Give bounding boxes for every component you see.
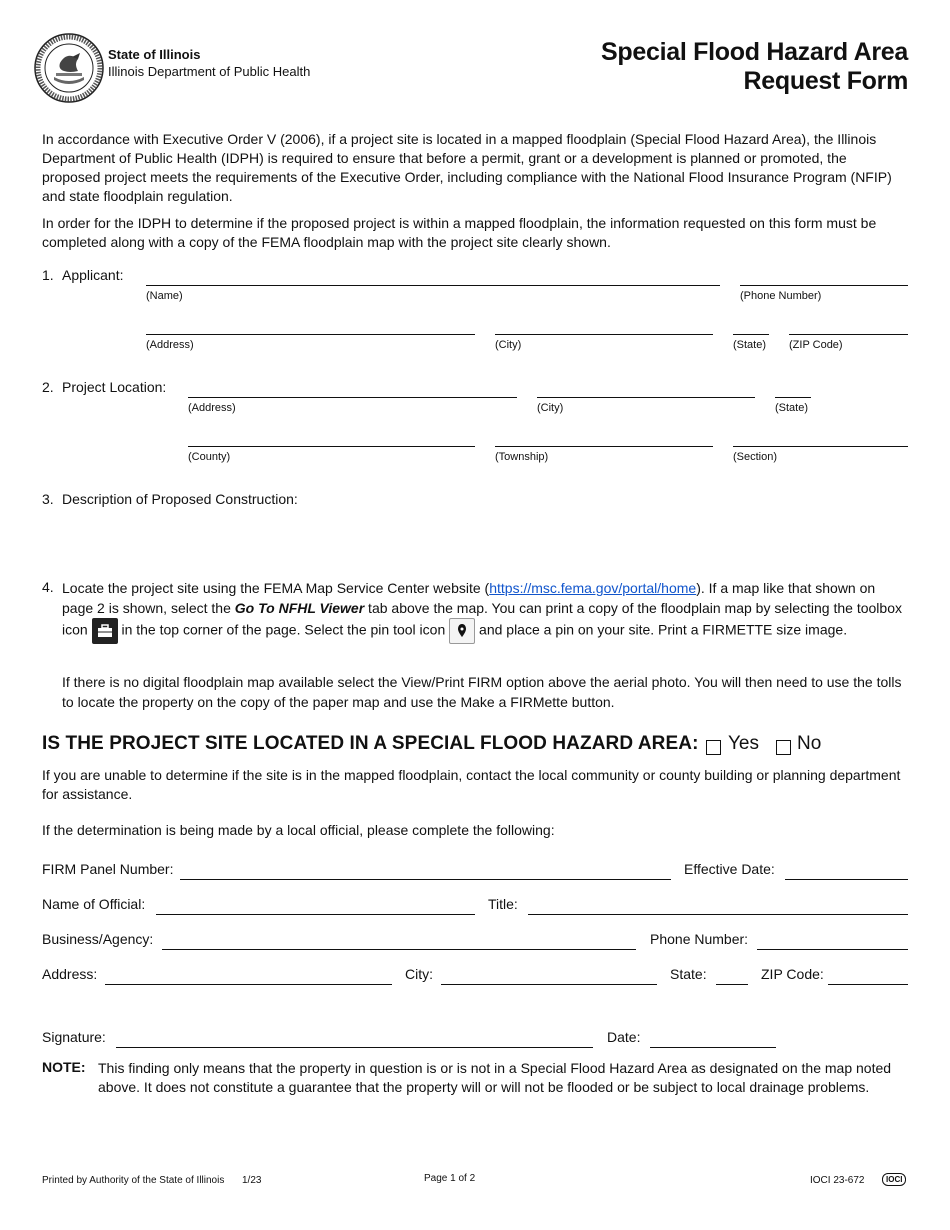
section2-number: 2. <box>42 379 54 395</box>
official-name-field[interactable] <box>156 914 475 915</box>
agency-state-name: State of Illinois <box>108 47 201 62</box>
effective-date-label: Effective Date: <box>684 861 775 877</box>
official-name-label: Name of Official: <box>42 896 146 912</box>
project-state-caption: (State) <box>775 402 809 414</box>
no-label: No <box>797 733 822 754</box>
applicant-state-field[interactable] <box>733 334 769 335</box>
footer-form-id: IOCI 23-672 <box>810 1175 865 1186</box>
official-title-field[interactable] <box>528 914 908 915</box>
official-city-label: City: <box>405 966 433 982</box>
applicant-zip-field[interactable] <box>789 334 908 335</box>
section1-label: Applicant: <box>62 267 124 283</box>
project-city-field[interactable] <box>537 397 755 398</box>
help-paragraph-1: If you are unable to determine if the site is in the mapped floodplain, contact the local community or county building or planning department for assistance. <box>42 767 901 802</box>
toolbox-icon <box>92 618 118 644</box>
business-label: Business/Agency: <box>42 931 154 947</box>
note-heading: NOTE: <box>42 1059 86 1075</box>
note-body: This finding only means that the property in question is or is not in a Special Flood Hazard Area as designated on the map noted above. It does not constitute a guarantee that the property will or will not be flooded or be subject to local drainage problems. <box>98 1060 892 1095</box>
project-address-field[interactable] <box>188 397 517 398</box>
project-county-caption: (County) <box>188 451 231 463</box>
applicant-name-caption: (Name) <box>146 290 183 302</box>
pin-tool-icon <box>449 618 475 644</box>
official-phone-field[interactable] <box>757 949 908 950</box>
ioci-logo: IOCI <box>882 1173 906 1186</box>
official-state-field[interactable] <box>716 984 748 985</box>
sfha-question: IS THE PROJECT SITE LOCATED IN A SPECIAL FLOOD HAZARD AREA: <box>42 733 699 754</box>
project-address-caption: (Address) <box>188 402 236 414</box>
project-state-field[interactable] <box>775 397 811 398</box>
intro-paragraph-2: In order for the IDPH to determine if the proposed project is within a mapped floodplain, the information requested on this form must be completed along with a copy of the FEMA floodplain map with the project site clearly shown. <box>42 215 877 250</box>
official-zip-field[interactable] <box>828 984 908 985</box>
fema-msc-link[interactable]: https://msc.fema.gov/portal/home <box>489 580 697 596</box>
form-title-line2: Request Form <box>743 67 908 95</box>
official-city-field[interactable] <box>441 984 657 985</box>
section4-paragraph-2: If there is no digital floodplain map available select the View/Print FIRM option above the aerial photo. You will then need to use the tolls to locate the property on the copy of the paper map and use the Make a FIRMette button. <box>62 674 902 710</box>
form-title-line1: Special Flood Hazard Area <box>601 38 908 66</box>
official-address-label: Address: <box>42 966 98 982</box>
form-title <box>601 38 908 96</box>
section4-instructions <box>62 578 908 644</box>
official-phone-label: Phone Number: <box>650 931 749 947</box>
section1-number: 1. <box>42 267 54 283</box>
effective-date-field[interactable] <box>785 879 908 880</box>
section4-number: 4. <box>42 579 54 595</box>
section4-text-a: Locate the project site using the FEMA Map Service Center website ( <box>62 580 490 596</box>
project-city-caption: (City) <box>537 402 564 414</box>
applicant-address-field[interactable] <box>146 334 475 335</box>
nfhl-viewer-emphasis: Go To NFHL Viewer <box>234 600 365 616</box>
applicant-state-caption: (State) <box>733 339 767 351</box>
help-paragraph-2: If the determination is being made by a local official, please complete the following: <box>42 822 555 838</box>
section4-text-e: and place a pin on your site. Print a FIRMETTE size image. <box>475 621 848 638</box>
state-seal-logo <box>34 33 104 103</box>
section4-text-b: ). If a map like that shown on page 2 is shown, select the <box>62 580 876 616</box>
applicant-phone-caption: (Phone Number) <box>740 290 822 302</box>
agency-department-name: Illinois Department of Public Health <box>108 64 311 79</box>
official-title-label: Title: <box>488 896 518 912</box>
footer-date-code: 1/23 <box>242 1175 262 1186</box>
intro-paragraph-1: In accordance with Executive Order V (2006), if a project site is located in a mapped floodplain (Special Flood Hazard Area), the Illinois Department of Public Health (IDPH) is required to ensure that before a permit, grant or a development is planned or promoted, the proposed project meets the requirements of the Executive Order, including compliance with the National Flood Insurance Program (NFIP) and state floodplain regulation. <box>42 131 892 204</box>
official-zip-label: ZIP Code: <box>761 966 824 982</box>
project-township-field[interactable] <box>495 446 713 447</box>
project-section-field[interactable] <box>733 446 908 447</box>
project-section-caption: (Section) <box>733 451 778 463</box>
applicant-phone-field[interactable] <box>740 285 908 286</box>
firm-panel-field[interactable] <box>180 879 671 880</box>
applicant-name-field[interactable] <box>146 285 720 286</box>
section4-text-c: tab above the map. You can print a copy of the floodplain map by selecting the toolbox icon <box>62 600 902 638</box>
applicant-address-caption: (Address) <box>146 339 194 351</box>
project-township-caption: (Township) <box>495 451 549 463</box>
official-state-label: State: <box>670 966 707 982</box>
business-field[interactable] <box>162 949 636 950</box>
footer-page-number: Page 1 of 2 <box>424 1173 476 1184</box>
no-checkbox[interactable] <box>776 740 791 755</box>
applicant-city-caption: (City) <box>495 339 522 351</box>
firm-panel-label: FIRM Panel Number: <box>42 861 174 877</box>
section3-number: 3. <box>42 491 54 507</box>
applicant-city-field[interactable] <box>495 334 713 335</box>
section3-label: Description of Proposed Construction: <box>62 491 298 507</box>
signature-date-field[interactable] <box>650 1047 776 1048</box>
yes-checkbox[interactable] <box>706 740 721 755</box>
section2-label: Project Location: <box>62 379 167 395</box>
yes-label: Yes <box>728 733 759 754</box>
project-county-field[interactable] <box>188 446 475 447</box>
section4-text-d: in the top corner of the page. Select the pin tool icon <box>117 621 450 638</box>
footer-printed-by: Printed by Authority of the State of Illinois <box>42 1175 225 1186</box>
signature-field[interactable] <box>116 1047 593 1048</box>
applicant-zip-caption: (ZIP Code) <box>789 339 843 351</box>
signature-date-label: Date: <box>607 1029 641 1045</box>
signature-label: Signature: <box>42 1029 106 1045</box>
official-address-field[interactable] <box>105 984 392 985</box>
